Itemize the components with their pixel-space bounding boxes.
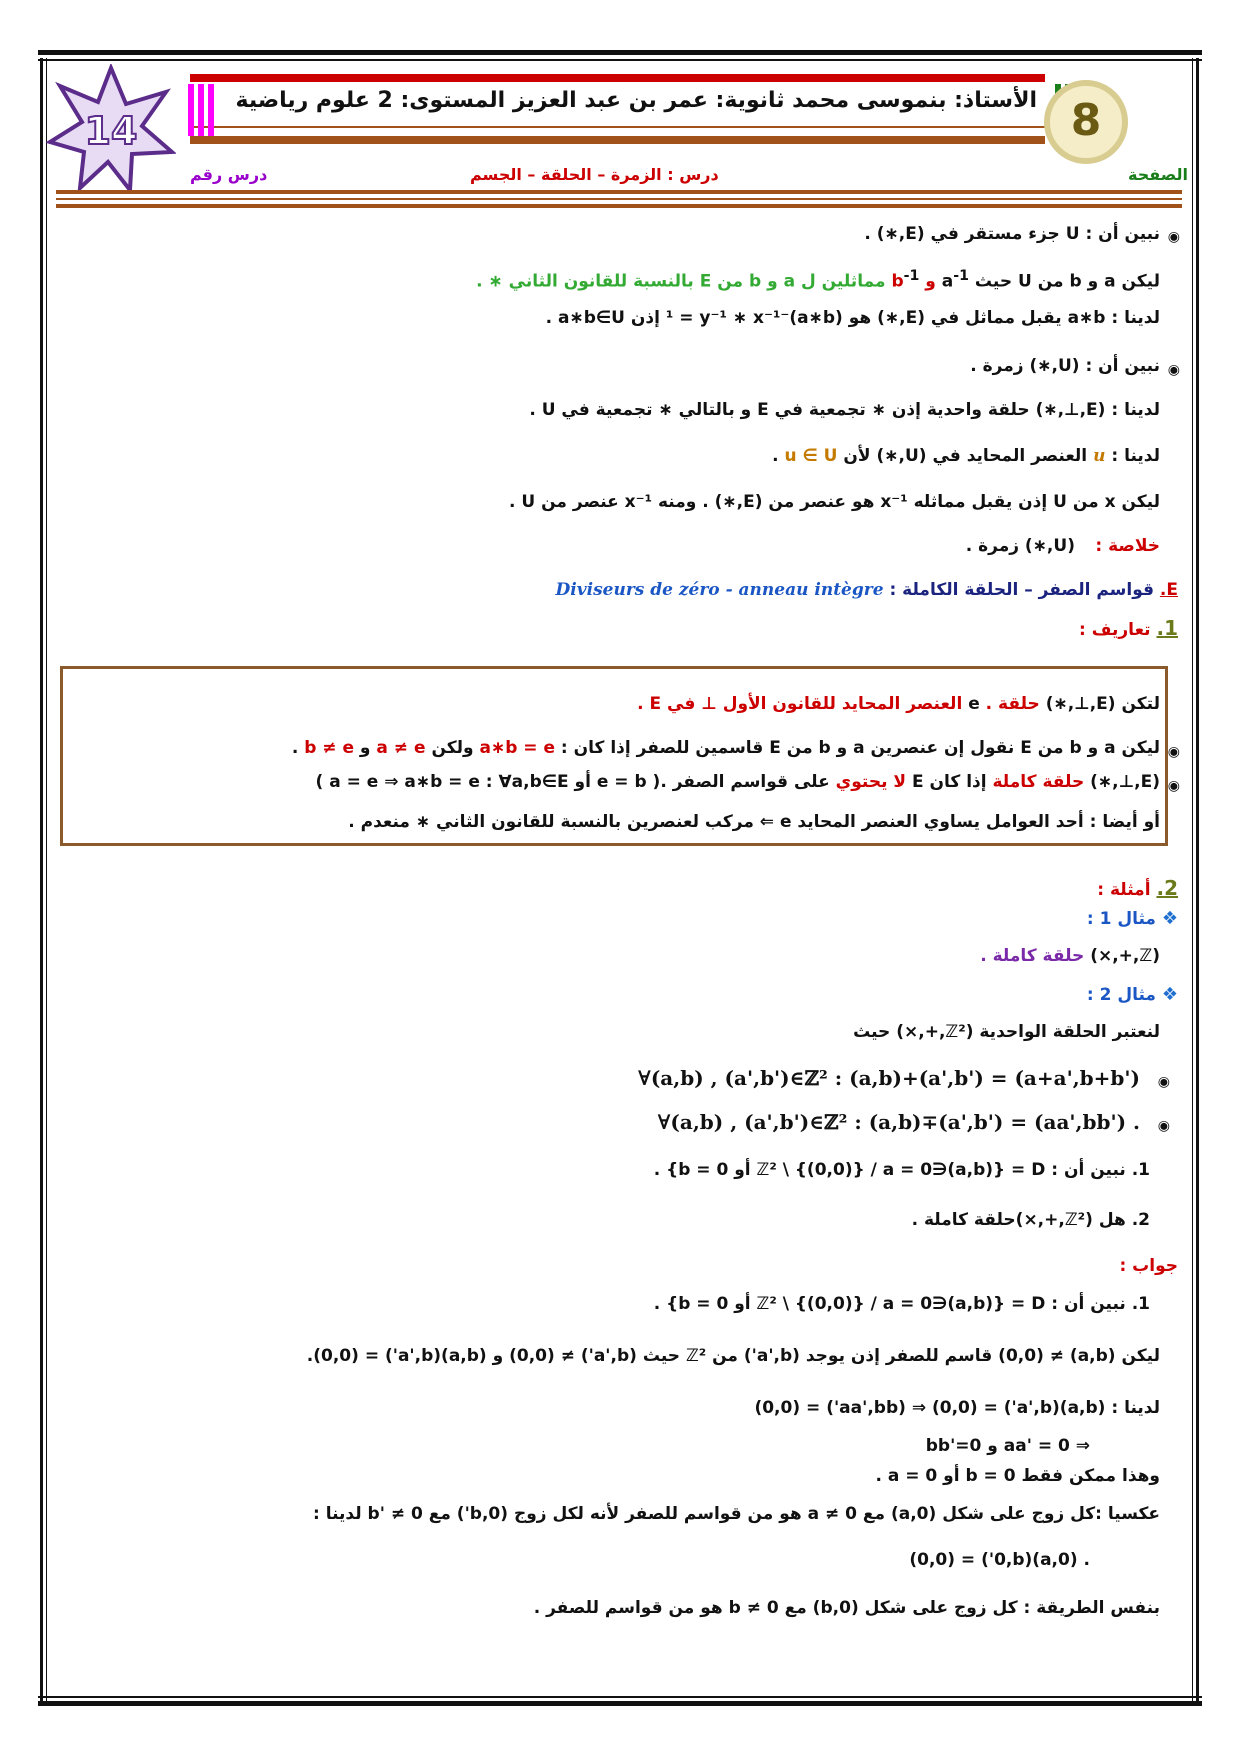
body-line-2 [476,268,1160,292]
def-line-3d: لا يحتوي [835,772,907,792]
lesson-number-star-badge [46,64,176,194]
lesson-number-label: درس رقم [190,165,268,184]
header-separator-top [56,190,1182,194]
right-border [1196,58,1199,1703]
header-separator-mid [56,198,1182,200]
answer-line-8: بنفس الطريقة : كل زوج على شكل (0,b) مع b ≠ 0 هو من قواسم للصفر . [533,1598,1160,1618]
example-2-text: لنعتبر الحلقة الواحدية (ℤ²,+,×) حيث [853,1022,1160,1042]
top-border-thin [38,59,1202,61]
header-separator-bottom [56,204,1182,208]
page-number-badge: 8 [1044,80,1128,164]
lesson-title: درس : الزمرة – الحلقة – الجسم [470,165,719,184]
question-2: 2. هل (ℤ²,+,×)حلقة كاملة . [911,1210,1150,1230]
def-line-2a: ليكن a و b من E نقول إن عنصرين a و b من E قاسمين للصفر إذا كان : [560,738,1160,758]
diamond-bullet-icon: ❖ [1161,984,1178,1005]
def-line-3b: حلقة كاملة [992,772,1085,792]
body-line-6b: u [1093,446,1106,466]
answer-label: جواب : [1119,1256,1178,1276]
bullet-icon: ◉ [1157,1118,1170,1134]
answer-line-5: وهذا ممكن فقط b = 0 أو a = 0 . [875,1466,1160,1486]
answer-line-2: ليكن (a,b) ≠ (0,0) قاسم للصفر إذن يوجد (a',b') من ℤ² حيث (a',b') ≠ (0,0) و (a,b)(a',b') = (0,0). [306,1346,1160,1366]
body-line-6d: u ∈ U [784,446,838,466]
answer-line-4: ⇒ aa' = 0 و bb'=0 [925,1436,1090,1456]
def-line-2d: a ≠ e [376,738,426,758]
answer-line-3: لدينا : (a,b)(a',b') = (0,0) ⇒ (aa',bb') = (0,0) [754,1398,1160,1418]
body-line-1: نبين أن : U جزء مستقر في (E,∗) . [864,224,1160,244]
section-e-number: E. [1159,580,1178,600]
section-e-title-ar: قواسم الصفر – الحلقة الكاملة : [889,580,1154,600]
header-title: الأستاذ: بنموسى محمد ثانوية: عمر بن عبد العزيز المستوى: 2 علوم رياضية [235,88,1037,113]
body-line-6a: لدينا : [1111,446,1160,466]
example-1-ring: (ℤ,+,×) [1090,946,1160,966]
def-line-1c: e [968,694,980,714]
section-1-heading [1079,616,1178,640]
section-1-title: تعاريف : [1079,620,1151,640]
def-line-1d: العنصر المحايد للقانون الأول ⊥ في E . [637,694,963,714]
inverse-exponent: -1 [953,268,969,284]
bullet-icon: ◉ [1167,229,1180,245]
inverse-exponent-2: -1 [903,268,920,284]
def-line-3a: (E,⊥,∗) [1090,772,1160,792]
body-line-2d: للقانون الثاني ∗ . [476,271,628,292]
def-line-1b: حلقة . [985,694,1040,714]
body-line-2a: ليكن a و b من U حيث a [941,271,1160,292]
body-line-2b: و b [891,271,936,292]
answer-line-7: . (a,0)(0,b') = (0,0) [909,1550,1090,1570]
header-bar [190,74,1045,154]
def-line-2b: a∗b = e [479,738,555,758]
def-line-4: أو أيضا : أحد العوامل يساوي العنصر المحايد e ⇐ مركب لعنصرين بالنسبة للقانون الثاني ∗ منعدم . [348,812,1160,832]
answer-line-6: عكسيا :كل زوج على شكل (a,0) مع a ≠ 0 هو من قواسم للصفر لأنه لكل زوج (0,b') مع b' ≠ 0 لدينا : [312,1504,1160,1524]
body-line-5: لدينا : (E,⊥,∗) حلقة واحدية إذن ∗ تجمعية في E و بالتالي ∗ تجمعية في U . [529,400,1160,420]
top-border-thick [38,50,1202,55]
section-e-title-fr: Diviseurs de zéro - anneau intègre [555,580,884,600]
def-line-2e: و [359,738,371,758]
conclusion-text: (U,∗) زمرة . [965,536,1075,556]
bullet-icon: ◉ [1157,1074,1170,1090]
body-line-3: لدينا : a∗b يقبل مماثل في (E,∗) هو (a∗b)⁻¹ = y⁻¹ ∗ x⁻¹ إذن a∗b∈U . [545,308,1160,328]
example-1-label [1087,908,1178,929]
section-2-heading [1097,876,1178,900]
section-2-title: أمثلة : [1097,880,1151,900]
header-red-stripe [190,74,1045,82]
page-label: الصفحة [1127,165,1188,184]
right-border-inner [1192,58,1193,1703]
left-border [40,58,43,1703]
pink-bars-icon [184,84,214,136]
header-brown-stripe [190,136,1045,144]
example-2-label [1087,984,1178,1005]
body-line-2c: مماثلين ل a و b من E بالنسبة [633,271,886,292]
def-line-3c: إذا كان E [911,772,987,792]
def-line-1a: لتكن (E,⊥,∗) [1045,694,1160,714]
def-line-2: ليكن a و b من E نقول إن عنصرين a و b من E قاسمين للصفر إذا كان : a∗b = e ولكن a ≠ e و b ≠ e . [291,738,1160,758]
section-2-number: 2. [1156,876,1178,900]
example-2-title: مثال 2 : [1086,985,1156,1005]
def-line-1 [637,694,1160,714]
def-line-3e: على قواسم الصفر .( e = b أو a = e ⇒ a∗b = e : ∀a,b∈E ) [315,772,830,792]
def-line-3 [316,772,1161,792]
question-1: 1. نبين أن : D = {(a,b)∈ℤ² \ {(0,0)} / a = 0 أو b = 0} . [653,1160,1150,1180]
bottom-border-thick [38,1701,1202,1706]
bullet-icon: ◉ [1167,778,1180,794]
def-line-2f: b ≠ e [304,738,354,758]
section-e-heading [556,580,1178,600]
bottom-border-thin [38,1696,1202,1698]
left-border-inner [46,58,47,1703]
diamond-bullet-icon: ❖ [1161,908,1178,929]
body-line-6: لدينا : u العنصر المحايد في (U,∗) لأن u ∈ U . [772,446,1160,466]
body-line-6c: العنصر المحايد في (U,∗) لأن [843,446,1088,466]
section-1-number: 1. [1156,616,1178,640]
lesson-number: 14 [84,109,138,153]
conclusion-label: خلاصة : [1095,536,1160,556]
bullet-icon: ◉ [1167,362,1180,378]
def-line-2c: ولكن [431,738,474,758]
answer-line-1: 1. نبين أن : D = {(a,b)∈ℤ² \ {(0,0)} / a = 0 أو b = 0} . [653,1294,1150,1314]
formula-addition: ∀(a,b) , (a',b')∈ℤ² : (a,b)+(a',b') = (a+a',b+b') [638,1066,1140,1090]
body-line-7: ليكن x من U إذن يقبل مماثله x⁻¹ هو عنصر من (E,∗) . ومنه x⁻¹ عنصر من U . [509,492,1160,512]
bullet-icon: ◉ [1167,744,1180,760]
example-1-text [980,946,1160,966]
header-thin-stripe [190,126,1045,128]
example-1-tail: حلقة كاملة . [980,946,1085,966]
example-1-title: مثال 1 : [1086,909,1156,929]
formula-multiplication: ∀(a,b) , (a',b')∈ℤ² : (a,b)∓(a',b') = (aa',bb') . [657,1110,1140,1134]
body-line-4: نبين أن : (U,∗) زمرة . [970,356,1160,376]
